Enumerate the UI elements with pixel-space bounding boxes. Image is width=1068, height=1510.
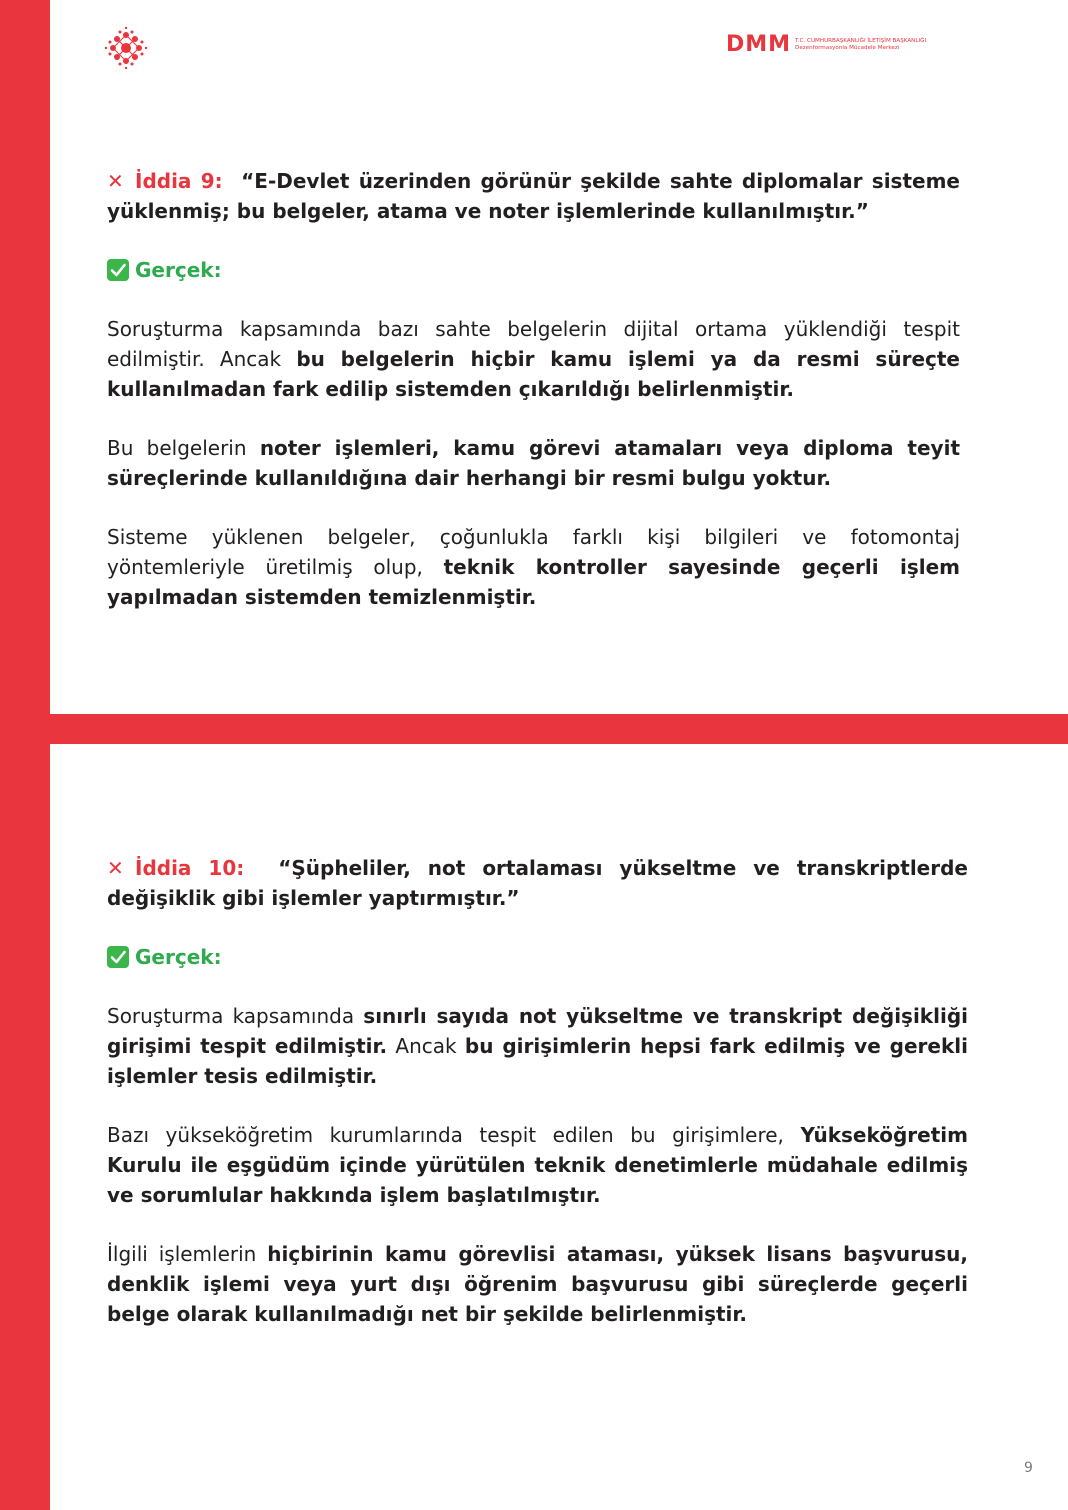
fact-10-p1-text: Soruşturma kapsamında [107, 1004, 364, 1028]
fact-10-p1-bold-2: bu girişimlerin hepsi fark edilmiş ve gerekli işlemler tesis edilmiştir. [107, 1034, 968, 1088]
claim-10-block [107, 853, 968, 1329]
claim-10-text: “Şüpheliler, not ortalaması yükseltme ve transkriptlerde değişiklik gibi işlemler yaptırmıştır.” [107, 856, 968, 910]
page-number: 9 [1024, 1460, 1033, 1476]
check-icon [107, 259, 129, 281]
fact-9-p1-text: Soruşturma kapsamında bazı sahte belgelerin dijital ortama yüklendiği tespit edilmiştir. Ancak [107, 317, 960, 371]
dmm-logo [726, 34, 926, 56]
cross-icon: ✕ [107, 856, 124, 880]
fact-10-p1-text-2: Ancak [387, 1034, 465, 1058]
fact-9-p3-bold: teknik kontroller sayesinde geçerli işlem yapılmadan sistemden temizlenmiştir. [107, 555, 960, 609]
fact-10-p1-bold: sınırlı sayıda not yükseltme ve transkript değişikliği girişimi tespit edilmiştir. [107, 1004, 968, 1058]
fact-9-p2-text: Bu belgelerin [107, 436, 260, 460]
check-icon [107, 946, 129, 968]
fact-10-p2-bold: Yükseköğretim Kurulu ile eşgüdüm içinde yürütülen teknik denetimlerle müdahale edilmiş ve sorumlular hakkında işlem başlatılmıştır. [107, 1123, 968, 1207]
claim-9-heading [107, 166, 960, 226]
claim-9-block [107, 166, 960, 612]
fact-9-p3-text: Sisteme yüklenen belgeler, çoğunlukla farklı kişi bilgileri ve fotomontaj yöntemleriyle üretilmiş olup, [107, 525, 960, 579]
fact-9-label: Gerçek: [135, 258, 222, 282]
fact-10-p3-text: İlgili işlemlerin [107, 1242, 268, 1266]
cross-icon: ✕ [107, 169, 124, 193]
section-divider-band [50, 714, 1068, 744]
dmm-logo-line2: Dezenformasyonla Mücadele Merkezi [795, 45, 900, 51]
fact-10-label: Gerçek: [135, 945, 222, 969]
fact-10-heading [107, 942, 968, 972]
claim-9-text: “E-Devlet üzerinden görünür şekilde sahte diplomalar sisteme yüklenmiş; bu belgeler, atama ve noter işlemlerinde kullanılmıştır.” [107, 169, 960, 223]
fact-9-p2-bold: noter işlemleri, kamu görevi atamaları veya diploma teyit süreçlerinde kullanıldığına dair herhangi bir resmi bulgu yoktur. [107, 436, 960, 490]
fact-10-paragraph-3 [107, 1239, 968, 1329]
claim-10-heading [107, 853, 968, 913]
emblem-logo [104, 26, 148, 70]
fact-9-paragraph-2 [107, 433, 960, 493]
claim-10-label: İddia 10: [135, 856, 245, 880]
claim-9-label: İddia 9: [135, 169, 223, 193]
dmm-logo-wordmark: DMM [726, 32, 792, 57]
fact-9-paragraph-1 [107, 314, 960, 404]
dmm-logo-line1: T.C. CUMHURBAŞKANLIĞI İLETİŞİM BAŞKANLIĞI [795, 38, 927, 44]
fact-9-paragraph-3 [107, 522, 960, 612]
fact-10-p3-bold: hiçbirinin kamu görevlisi ataması, yüksek lisans başvurusu, denklik işlemi veya yurt dışı öğrenim başvurusu gibi süreçlerde geçerli belge olarak kullanılmadığı net bir şekilde belirlenmiştir. [107, 1242, 969, 1326]
fact-10-paragraph-2 [107, 1120, 968, 1210]
fact-9-p1-bold: bu belgelerin hiçbir kamu işlemi ya da resmi süreçte kullanılmadan fark edilip sistemden çıkarıldığı belirlenmiştir. [107, 347, 960, 401]
fact-10-p2-text: Bazı yükseköğretim kurumlarında tespit edilen bu girişimlere, [107, 1123, 801, 1147]
fact-10-paragraph-1 [107, 1001, 968, 1091]
left-accent-bar [0, 0, 50, 1510]
fact-9-heading [107, 255, 960, 285]
